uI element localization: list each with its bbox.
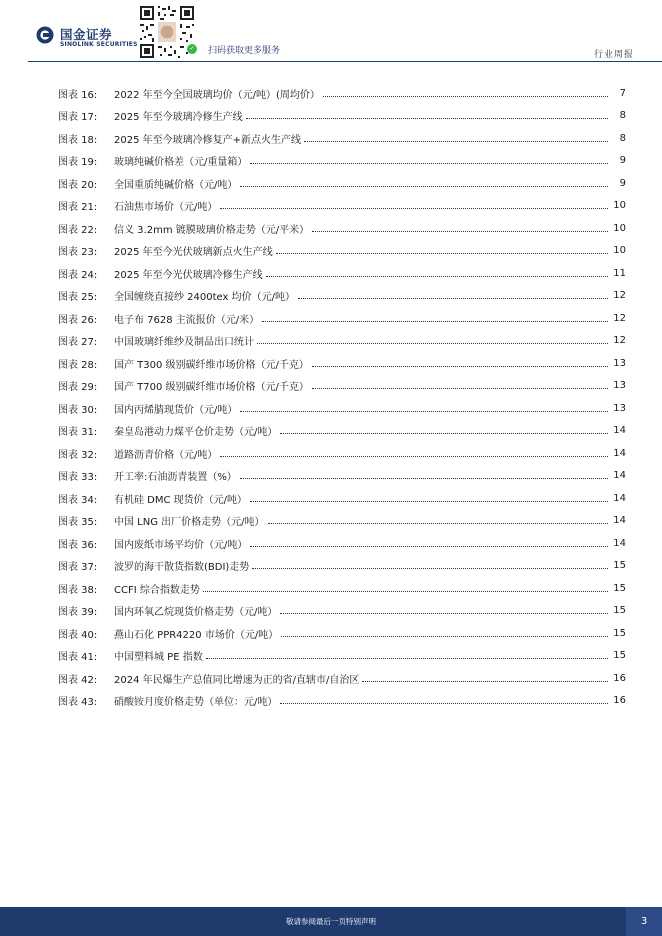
toc-page-number[interactable]: 11 xyxy=(613,267,626,279)
toc-title[interactable]: 中国塑料城 PE 指数 xyxy=(114,652,203,664)
toc-row[interactable] xyxy=(58,82,626,105)
toc-row[interactable] xyxy=(58,645,626,668)
toc-page-number[interactable]: 8 xyxy=(619,132,626,144)
toc-leader xyxy=(280,603,608,614)
toc-page-number[interactable]: 8 xyxy=(619,110,626,122)
toc-label: 图表 34: xyxy=(58,494,98,506)
toc-leader xyxy=(250,491,608,502)
toc-title[interactable]: 硝酸铵月度价格走势（单位：元/吨） xyxy=(114,697,278,709)
toc-row[interactable] xyxy=(58,307,626,330)
toc-title[interactable]: 国内丙烯腈现货价（元/吨） xyxy=(114,404,238,416)
toc-page-number[interactable]: 12 xyxy=(613,335,626,347)
qr-caption: 扫码获取更多服务 xyxy=(208,46,281,56)
toc-leader xyxy=(298,288,608,299)
toc-leader xyxy=(240,468,608,479)
toc-page-number[interactable]: 10 xyxy=(613,200,626,212)
toc-leader xyxy=(206,648,608,659)
report-type: 行业周报 xyxy=(593,50,634,60)
toc-page-number[interactable]: 15 xyxy=(613,627,626,639)
toc-label: 图表 21: xyxy=(58,202,98,214)
toc-title[interactable]: 全国重质纯碱价格（元/吨） xyxy=(114,179,238,191)
toc-title[interactable]: 玻璃纯碱价格差（元/重量箱） xyxy=(114,157,248,169)
toc-label: 图表 40: xyxy=(58,629,98,641)
toc-leader xyxy=(276,243,608,254)
toc-leader xyxy=(220,446,608,457)
toc-row[interactable] xyxy=(58,240,626,263)
toc-label: 图表 43: xyxy=(58,697,98,709)
header-divider xyxy=(28,61,662,62)
toc-title[interactable]: 信义 3.2mm 镀膜玻璃价格走势（元/平米） xyxy=(114,224,310,236)
toc-label: 图表 39: xyxy=(58,607,98,619)
toc-label: 图表 41: xyxy=(58,652,98,664)
toc-label: 图表 32: xyxy=(58,449,98,461)
toc-title[interactable]: 燕山石化 PPR4220 市场价（元/吨） xyxy=(114,629,279,641)
toc-title[interactable]: 电子布 7628 主流报价（元/米） xyxy=(114,314,260,326)
toc-label: 图表 30: xyxy=(58,404,98,416)
toc-title[interactable]: 2024 年民爆生产总值同比增速为正的省/直辖市/自治区 xyxy=(114,674,360,686)
toc-label: 图表 37: xyxy=(58,562,98,574)
brand-name-en: SINOLINK SECURITIES xyxy=(60,41,138,48)
toc-page-number[interactable]: 14 xyxy=(613,470,626,482)
brand-name-cn: 国金证券 xyxy=(60,27,113,42)
toc-page-number[interactable]: 14 xyxy=(613,515,626,527)
toc-leader xyxy=(304,131,608,142)
toc-title[interactable]: 2025 年至今玻璃冷修复产+新点火生产线 xyxy=(114,134,302,146)
toc-row[interactable] xyxy=(58,555,626,578)
toc-leader xyxy=(240,176,608,187)
toc-page-number[interactable]: 15 xyxy=(613,605,626,617)
toc-label: 图表 31: xyxy=(58,427,98,439)
toc-row[interactable] xyxy=(58,600,626,623)
toc-leader xyxy=(362,671,608,682)
toc-leader xyxy=(312,378,608,389)
toc-title[interactable]: 秦皇岛港动力煤平仓价走势（元/吨） xyxy=(114,427,278,439)
toc-row[interactable] xyxy=(58,127,626,150)
toc-label: 图表 20: xyxy=(58,179,98,191)
toc-label: 图表 23: xyxy=(58,247,98,259)
toc-row[interactable] xyxy=(58,352,626,375)
toc-page-number[interactable]: 14 xyxy=(613,537,626,549)
toc-title[interactable]: 国产 T700 级别碳纤维市场价格（元/千克） xyxy=(114,382,309,394)
toc-label: 图表 27: xyxy=(58,337,98,349)
toc-row[interactable] xyxy=(58,510,626,533)
toc-title[interactable]: 开工率:石油沥青装置（%） xyxy=(114,472,237,484)
toc-title[interactable]: 道路沥青价格（元/吨） xyxy=(114,449,218,461)
toc-row[interactable] xyxy=(58,465,626,488)
toc-label: 图表 25: xyxy=(58,292,98,304)
toc-row[interactable] xyxy=(58,420,626,443)
toc-page-number[interactable]: 12 xyxy=(613,312,626,324)
toc-label: 图表 17: xyxy=(58,112,98,124)
toc-page-number[interactable]: 9 xyxy=(619,177,626,189)
toc-page-number[interactable]: 10 xyxy=(613,222,626,234)
toc-page-number[interactable]: 13 xyxy=(613,357,626,369)
toc-row[interactable] xyxy=(58,105,626,128)
toc-title[interactable]: 全国缠绕直接纱 2400tex 均价（元/吨） xyxy=(114,292,295,304)
toc-title[interactable]: CCFI 综合指数走势 xyxy=(114,584,200,596)
toc-row[interactable] xyxy=(58,622,626,645)
toc-row[interactable] xyxy=(58,217,626,240)
toc-leader xyxy=(262,311,608,322)
toc-row[interactable] xyxy=(58,262,626,285)
toc-row[interactable] xyxy=(58,397,626,420)
toc-label: 图表 38: xyxy=(58,584,98,596)
toc-page-number[interactable]: 14 xyxy=(613,492,626,504)
toc-row[interactable] xyxy=(58,690,626,713)
toc-leader xyxy=(246,108,608,119)
toc-title[interactable]: 2025 年至今玻璃冷修生产线 xyxy=(114,112,243,124)
toc-leader xyxy=(250,153,608,164)
toc-row[interactable] xyxy=(58,375,626,398)
toc-leader xyxy=(268,513,608,524)
toc-title[interactable]: 中国玻璃纤维纱及制品出口统计 xyxy=(114,337,254,349)
toc-row[interactable] xyxy=(58,285,626,308)
toc-leader xyxy=(312,221,608,232)
toc-leader xyxy=(252,558,608,569)
toc-row[interactable] xyxy=(58,532,626,555)
toc-label: 图表 24: xyxy=(58,269,98,281)
toc-page-number[interactable]: 9 xyxy=(619,155,626,167)
toc-title[interactable]: 2022 年至今全国玻璃均价（元/吨）(周均价） xyxy=(114,89,320,101)
toc-page-number[interactable]: 13 xyxy=(613,380,626,392)
toc-label: 图表 19: xyxy=(58,157,98,169)
toc-leader xyxy=(280,423,608,434)
toc-label: 图表 26: xyxy=(58,314,98,326)
toc-label: 图表 36: xyxy=(58,539,98,551)
toc-page-number[interactable]: 14 xyxy=(613,447,626,459)
toc-label: 图表 16: xyxy=(58,89,98,101)
toc-row[interactable] xyxy=(58,150,626,173)
toc-page-number[interactable]: 16 xyxy=(613,672,626,684)
toc-leader xyxy=(250,536,608,547)
toc-leader xyxy=(220,198,608,209)
toc-title[interactable]: 石油焦市场价（元/吨） xyxy=(114,202,218,214)
toc-title[interactable]: 有机硅 DMC 现货价（元/吨） xyxy=(114,494,248,506)
toc-page-number[interactable]: 7 xyxy=(619,87,626,99)
toc-title[interactable]: 波罗的海干散货指数(BDI)走势 xyxy=(114,562,250,574)
toc-label: 图表 18: xyxy=(58,134,98,146)
toc-label: 图表 28: xyxy=(58,359,98,371)
toc-leader xyxy=(323,86,608,97)
page-number: 3 xyxy=(626,907,662,936)
toc-leader xyxy=(257,333,608,344)
toc-page-number[interactable]: 10 xyxy=(613,245,626,257)
toc-page-number[interactable]: 15 xyxy=(613,560,626,572)
toc-row[interactable] xyxy=(58,172,626,195)
toc-label: 图表 22: xyxy=(58,224,98,236)
toc-leader xyxy=(281,626,608,637)
toc-page-number[interactable]: 15 xyxy=(613,650,626,662)
page-footer xyxy=(0,907,662,936)
toc-row[interactable] xyxy=(58,442,626,465)
toc-page-number[interactable]: 12 xyxy=(613,290,626,302)
toc-title[interactable]: 中国 LNG 出厂价格走势（元/吨） xyxy=(114,517,265,529)
toc-label: 图表 33: xyxy=(58,472,98,484)
toc-page-number[interactable]: 14 xyxy=(613,425,626,437)
toc-row[interactable] xyxy=(58,330,626,353)
disclaimer-note: 敬请参阅最后一页特别声明 xyxy=(286,917,376,926)
chart-index-list xyxy=(58,82,626,712)
toc-leader xyxy=(203,581,608,592)
toc-leader xyxy=(240,401,608,412)
toc-row[interactable] xyxy=(58,487,626,510)
toc-row[interactable] xyxy=(58,577,626,600)
toc-title[interactable]: 国内环氧乙烷现货价格走势（元/吨） xyxy=(114,607,278,619)
toc-leader xyxy=(266,266,608,277)
toc-page-number[interactable]: 13 xyxy=(613,402,626,414)
toc-title[interactable]: 2025 年至今光伏玻璃冷修生产线 xyxy=(114,269,263,281)
toc-label: 图表 35: xyxy=(58,517,98,529)
page-header xyxy=(0,0,662,62)
toc-row[interactable] xyxy=(58,195,626,218)
toc-leader xyxy=(280,693,608,704)
toc-title[interactable]: 国内废纸市场平均价（元/吨） xyxy=(114,539,248,551)
toc-label: 图表 42: xyxy=(58,674,98,686)
toc-leader xyxy=(312,356,608,367)
toc-row[interactable] xyxy=(58,667,626,690)
toc-title[interactable]: 国产 T300 级别碳纤维市场价格（元/千克） xyxy=(114,359,309,371)
toc-page-number[interactable]: 16 xyxy=(613,695,626,707)
toc-title[interactable]: 2025 年至今光伏玻璃新点火生产线 xyxy=(114,247,273,259)
toc-page-number[interactable]: 15 xyxy=(613,582,626,594)
wechat-icon: ✓ xyxy=(187,44,197,54)
sinolink-logo-icon xyxy=(36,26,54,44)
toc-label: 图表 29: xyxy=(58,382,98,394)
